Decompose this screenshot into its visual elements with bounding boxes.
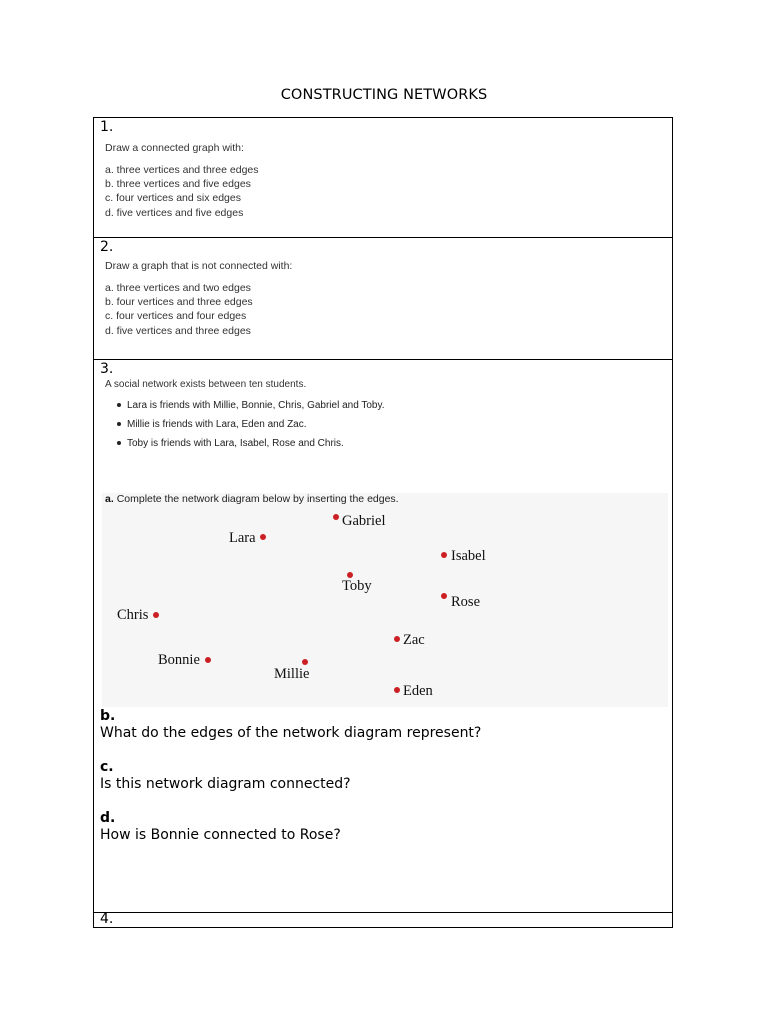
question-3-bullet-millie: Millie is friends with Lara, Eden and Zac.: [105, 415, 385, 434]
question-1-number: 1.: [100, 119, 114, 135]
page-title: CONSTRUCTING NETWORKS: [280, 87, 488, 103]
question-3-part-c: [100, 759, 351, 793]
diagram-caption: [105, 493, 399, 505]
question-3-row: [94, 360, 672, 913]
question-2-item-b: b. four vertices and three edges: [105, 296, 253, 309]
part-b-letter: b.: [100, 708, 116, 724]
node-dot-rose: [441, 593, 447, 599]
question-4-row: [94, 913, 672, 929]
node-label-eden: Eden: [403, 683, 433, 699]
node-dot-eden: [394, 687, 400, 693]
question-2-item-d: d. five vertices and three edges: [105, 324, 251, 337]
node-dot-lara: [260, 534, 266, 540]
part-c-letter: c.: [100, 759, 114, 775]
node-label-zac: Zac: [403, 632, 425, 648]
node-label-millie: Millie: [274, 666, 310, 682]
question-2-content: [105, 260, 292, 338]
question-1-item-c: c. four vertices and six edges: [105, 192, 241, 205]
question-1-item-b: b. three vertices and five edges: [105, 178, 251, 191]
node-label-toby: Toby: [342, 578, 372, 594]
node-label-lara: Lara: [229, 530, 256, 546]
node-label-gabriel: Gabriel: [342, 513, 386, 529]
question-2-instruction: Draw a graph that is not connected with:: [105, 260, 293, 272]
question-3-bullet-list: [105, 396, 385, 453]
node-label-rose: Rose: [451, 594, 480, 610]
question-3-bullet-lara: Lara is friends with Millie, Bonnie, Chris, Gabriel and Toby.: [105, 396, 385, 415]
question-3-intro-block: [105, 379, 385, 453]
question-2-number: 2.: [100, 239, 114, 255]
node-dot-gabriel: [333, 514, 339, 520]
question-1-instruction: Draw a connected graph with:: [105, 142, 244, 154]
node-label-bonnie: Bonnie: [158, 652, 200, 668]
question-3-bullet-toby: Toby is friends with Lara, Isabel, Rose and Chris.: [105, 434, 385, 453]
node-label-isabel: Isabel: [451, 548, 486, 564]
part-d-text: How is Bonnie connected to Rose?: [100, 827, 341, 843]
question-1-row: [94, 118, 672, 238]
part-d-letter: d.: [100, 810, 116, 826]
worksheet-table: [93, 117, 673, 928]
node-dot-isabel: [441, 552, 447, 558]
question-2-item-c: c. four vertices and four edges: [105, 310, 247, 323]
node-label-chris: Chris: [117, 607, 149, 623]
question-2-item-a: a. three vertices and two edges: [105, 282, 251, 294]
network-diagram: [102, 493, 668, 707]
node-dot-millie: [302, 659, 308, 665]
node-dot-zac: [394, 636, 400, 642]
question-3-number: 3.: [100, 361, 114, 377]
part-c-text: Is this network diagram connected?: [100, 776, 351, 792]
part-b-text: What do the edges of the network diagram represent?: [100, 725, 482, 741]
question-3-part-d: [100, 810, 341, 844]
diagram-caption-text: Complete the network diagram below by inserting the edges.: [116, 493, 399, 505]
node-dot-chris: [153, 612, 159, 618]
question-1-content: [105, 142, 259, 220]
question-1-item-d: d. five vertices and five edges: [105, 206, 244, 219]
question-3-intro: A social network exists between ten students.: [105, 379, 307, 390]
question-1-item-a: a. three vertices and three edges: [105, 164, 259, 176]
question-2-row: [94, 238, 672, 360]
node-dot-bonnie: [205, 657, 211, 663]
question-4-number: 4.: [100, 911, 114, 927]
diagram-caption-letter: a.: [105, 493, 114, 505]
question-3-part-b: [100, 708, 481, 742]
